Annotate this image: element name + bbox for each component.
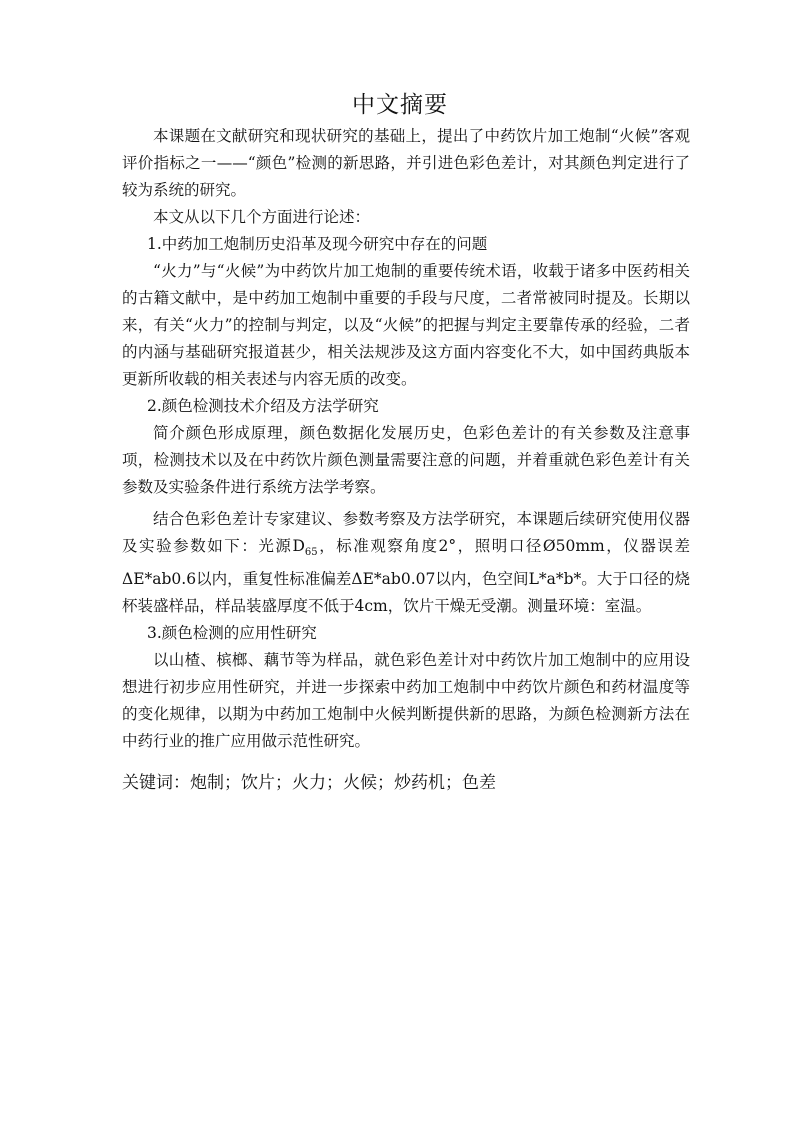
parameters-text-b: ，标准观察角度2°，照明口径Ø50mm，仪器误差ΔE*ab0.6以内，重复性标准偏差ΔE*ab0.07以内，色空间L*a*b*。大于口径的烧杯装盛样品，样品装盛厚度不低于4cm，饮片干燥无受潮。测量环境：室温。 (122, 537, 690, 616)
keywords-line (122, 768, 496, 798)
section-heading-3: 3.颜色检测的应用性研究 (147, 624, 317, 643)
paragraph-outline: 本文从以下几个方面进行论述： (153, 208, 371, 226)
parameters-text-a: 结合色彩色差计专家建议、参数考察及方法学研究，本课题后续研究使用仪器及实验参数如下：光源D (122, 510, 690, 555)
paragraph-method: 简介颜色形成原理，颜色数据化发展历史，色彩色差计的有关参数及注意事项，检测技术以及在中药饮片颜色测量需要注意的问题，并着重就色彩色差计有关参数及实验条件进行系统方法学考察。 (122, 424, 690, 496)
paragraph-history: “火力”与“火候”为中药饮片加工炮制的重要传统术语，收载于诸多中医药相关的古籍文献中，是中药加工炮制中重要的手段与尺度，二者常被同时提及。长期以来，有关“火力”的控制与判定，以及“火候”的把握与判定主要靠传承的经验，二者的内涵与基础研究报道甚少，相关法规涉及这方面内容变化不大，如中国药典版本更新所收载的相关表述与内容无质的改变。 (122, 262, 690, 388)
abstract-body (122, 123, 690, 755)
section-heading-1: 1.中药加工炮制历史沿革及现今研究中存在的问题 (147, 235, 488, 253)
section-heading-2: 2.颜色检测技术介绍及方法学研究 (147, 397, 379, 415)
keywords-values: 炮制；饮片；火力；火候；炒药机；色差 (190, 773, 496, 793)
paragraph-parameters (122, 506, 690, 620)
paragraph-intro: 本课题在文献研究和现状研究的基础上，提出了中药饮片加工炮制“火候”客观评价指标之一——“颜色”检测的新思路，并引进色彩色差计，对其颜色判定进行了较为系统的研究。 (122, 127, 690, 199)
light-source-subscript: 65 (304, 547, 318, 559)
page-title: 中文摘要 (352, 92, 448, 118)
keywords-label: 关键词： (122, 773, 190, 793)
paragraph-application: 以山楂、槟榔、藕节等为样品，就色彩色差计对中药饮片加工炮制中的应用设想进行初步应用性研究，并进一步探索中药加工炮制中中药饮片颜色和药材温度等的变化规律，以期为中药加工炮制中火候判断提供新的思路，为颜色检测新方法在中药行业的推广应用做示范性研究。 (122, 651, 690, 751)
